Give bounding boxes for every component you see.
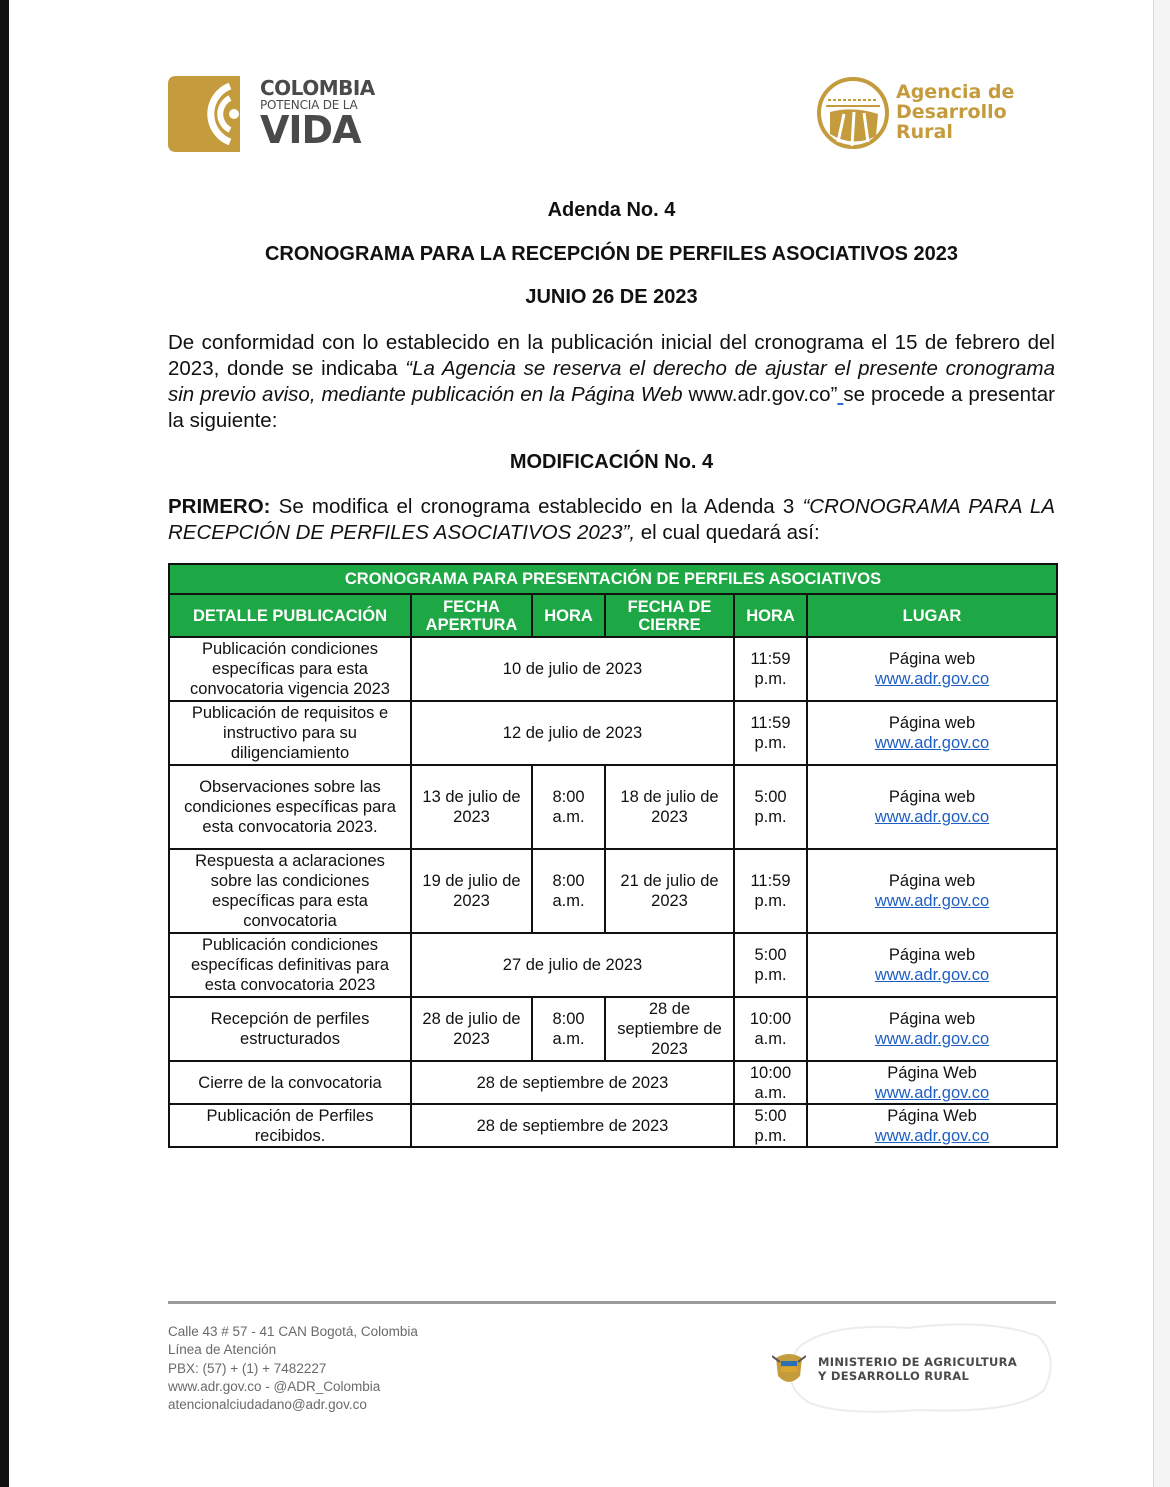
footer-divider (168, 1301, 1056, 1304)
row-lugar (807, 701, 1057, 765)
row-detail: Publicación condiciones específicas definitivas para esta convocatoria 2023 (169, 933, 411, 997)
row-hora-cierre: 11:59 p.m. (734, 701, 807, 765)
row-detail: Publicación de Perfiles recibidos. (169, 1104, 411, 1147)
row-lugar-link[interactable]: www.adr.gov.co (874, 808, 990, 826)
row-hora-cierre: 5:00 p.m. (734, 1104, 807, 1147)
row-lugar-label: Página web (888, 872, 976, 890)
row-lugar-label: Página web (888, 1010, 976, 1028)
row-detail: Cierre de la convocatoria (169, 1061, 411, 1104)
row-lugar-label: Página web (888, 946, 976, 964)
header-lugar: LUGAR (807, 594, 1057, 637)
ministry-text (818, 1355, 1017, 1383)
row-lugar (807, 1061, 1057, 1104)
header-fecha-apertura: FECHA APERTURA (411, 594, 532, 637)
row-detail: Recepción de perfiles estructurados (169, 997, 411, 1061)
header-detalle: DETALLE PUBLICACIÓN (169, 594, 411, 637)
header-fecha-cierre: FECHA DE CIERRE (605, 594, 734, 637)
row-date: 28 de septiembre de 2023 (411, 1104, 734, 1147)
row-detail: Respuesta a aclaraciones sobre las condiciones específicas para esta convocatoria (169, 849, 411, 933)
row-lugar-label: Página web (888, 788, 976, 806)
adr-logo-line2: Desarrollo (896, 101, 1007, 123)
row-lugar (807, 1104, 1057, 1147)
row-date: 10 de julio de 2023 (411, 637, 734, 701)
primero-paragraph (168, 494, 1055, 546)
row-lugar-link[interactable]: www.adr.gov.co (874, 1126, 990, 1145)
row-lugar (807, 997, 1057, 1061)
row-fecha-cierre: 21 de julio de 2023 (605, 849, 734, 933)
row-date: 28 de septiembre de 2023 (411, 1061, 734, 1104)
footer-line-label: Línea de Atención (168, 1342, 277, 1358)
colombia-potencia-de-la-vida-logo (168, 76, 388, 152)
row-date: 12 de julio de 2023 (411, 701, 734, 765)
table-row (169, 933, 1057, 997)
row-lugar (807, 933, 1057, 997)
table-header-row (169, 594, 1057, 637)
row-hora-cierre: 5:00 p.m. (734, 765, 807, 849)
ministerio-agricultura-logo (768, 1318, 1056, 1418)
document-date: JUNIO 26 DE 2023 (525, 286, 698, 308)
row-hora-apertura: 8:00 a.m. (532, 849, 605, 933)
row-hora-apertura: 8:00 a.m. (532, 765, 605, 849)
row-lugar-link[interactable]: www.adr.gov.co (874, 892, 990, 910)
header-hora-apertura: HORA (532, 594, 605, 637)
row-lugar-link[interactable]: www.adr.gov.co (874, 1030, 990, 1048)
row-fecha-cierre: 18 de julio de 2023 (605, 765, 734, 849)
row-hora-cierre: 5:00 p.m. (734, 933, 807, 997)
row-detail: Publicación de requisitos e instructivo para su diligenciamiento (169, 701, 411, 765)
row-detail: Publicación condiciones específicas para esta convocatoria vigencia 2023 (169, 637, 411, 701)
row-lugar-label: Página web (888, 714, 976, 732)
table-row (169, 637, 1057, 701)
modification-title: MODIFICACIÓN No. 4 (509, 451, 714, 473)
adr-logo-icon (816, 76, 892, 152)
intro-text: De conformidad con lo establecido en la publicación inicial del cronograma el 15 de febrero del 2023, donde se indicaba (168, 331, 1055, 380)
adr-logo-line1: Agencia de (896, 81, 1015, 103)
row-detail: Observaciones sobre las condiciones específicas para esta convocatoria 2023. (169, 765, 411, 849)
colombia-coat-of-arms-icon (772, 1350, 806, 1388)
adr-logo-text (896, 82, 1014, 142)
footer-email[interactable]: atencionalciudadano@adr.gov.co (168, 1397, 367, 1413)
row-fecha-apertura: 13 de julio de 2023 (411, 765, 532, 849)
ministry-line1: MINISTERIO DE AGRICULTURA (818, 1355, 1018, 1369)
row-hora-cierre: 11:59 p.m. (734, 849, 807, 933)
document-title: Adenda No. 4 (547, 199, 676, 221)
table-row (169, 701, 1057, 765)
row-lugar (807, 765, 1057, 849)
row-hora-cierre: 11:59 p.m. (734, 637, 807, 701)
footer-contact (168, 1323, 418, 1414)
row-lugar-label: Página Web (887, 1106, 977, 1125)
footer-pbx: PBX: (57) + (1) + 7482227 (168, 1360, 327, 1376)
table-caption: CRONOGRAMA PARA PRESENTACIÓN DE PERFILES ASOCIATIVOS (169, 564, 1057, 594)
primero-quote: “CRONOGRAMA PARA LA RECEPCIÓN DE PERFILES ASOCIATIVOS 2023”, (168, 495, 1055, 544)
ministry-line2: Y DESARROLLO RURAL (818, 1369, 970, 1383)
row-lugar-link[interactable]: www.adr.gov.co (874, 1083, 990, 1102)
row-lugar-link[interactable]: www.adr.gov.co (874, 670, 990, 688)
document-subtitle: CRONOGRAMA PARA LA RECEPCIÓN DE PERFILES ASOCIATIVOS 2023 (264, 243, 959, 265)
row-lugar-link[interactable]: www.adr.gov.co (874, 734, 990, 752)
row-lugar-label: Página Web (887, 1063, 977, 1082)
primero-end: el cual quedará así: (635, 521, 820, 544)
row-hora-cierre: 10:00 a.m. (734, 1061, 807, 1104)
intro-continuation: se procede a presentar la siguiente: (168, 383, 1055, 432)
table-row (169, 849, 1057, 933)
colombia-logo-line3: VIDA (260, 108, 361, 152)
row-fecha-apertura: 28 de julio de 2023 (411, 997, 532, 1061)
row-lugar (807, 637, 1057, 701)
row-fecha-cierre: 28 de septiembre de 2023 (605, 997, 734, 1061)
row-lugar-link[interactable]: www.adr.gov.co (874, 966, 990, 984)
viewer-left-edge (0, 0, 9, 1487)
intro-quote: “La Agencia se reserva el derecho de ajustar el presente cronograma sin previo aviso, mediante publicación en la Página Web (168, 357, 1056, 406)
row-hora-cierre: 10:00 a.m. (734, 997, 807, 1061)
row-fecha-apertura: 19 de julio de 2023 (411, 849, 532, 933)
colombia-logo-line2: POTENCIA DE LA (260, 98, 358, 112)
colombia-logo-line1: COLOMBIA (260, 76, 375, 100)
table-row (169, 997, 1057, 1061)
table-row (169, 1104, 1057, 1147)
row-lugar-label: Página web (888, 650, 976, 668)
primero-text: Se modifica el cronograma establecido en la Adenda 3 (270, 495, 803, 518)
row-lugar (807, 849, 1057, 933)
table-row (169, 765, 1057, 849)
table-row (169, 1061, 1057, 1104)
colombia-logo-icon (168, 76, 248, 152)
header-hora-cierre: HORA (734, 594, 807, 637)
footer-address: Calle 43 # 57 - 41 CAN Bogotá, Colombia (168, 1324, 418, 1339)
intro-url: www.adr.gov.co” (682, 383, 838, 406)
footer-web[interactable]: www.adr.gov.co - @ADR_Colombia (168, 1378, 381, 1394)
viewer-scrollbar[interactable] (1153, 0, 1170, 1487)
primero-label: PRIMERO: (168, 495, 271, 518)
adr-logo-line3: Rural (896, 121, 953, 143)
agencia-desarrollo-rural-logo (816, 76, 1046, 152)
row-hora-apertura: 8:00 a.m. (532, 997, 605, 1061)
row-date: 27 de julio de 2023 (411, 933, 734, 997)
intro-paragraph (168, 330, 1055, 434)
schedule-table (168, 563, 1058, 1148)
